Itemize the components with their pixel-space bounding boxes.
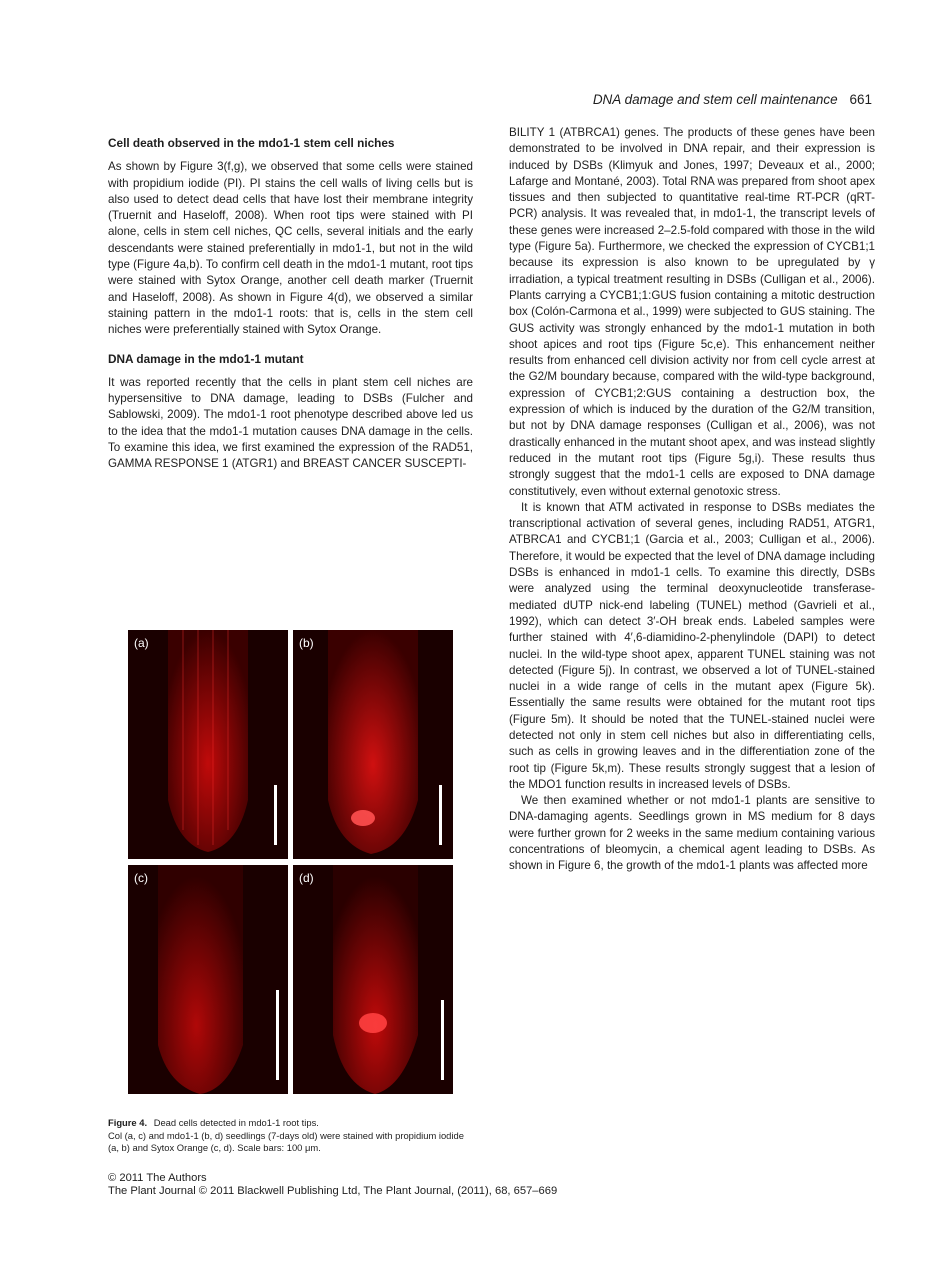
page-footer — [108, 1172, 557, 1198]
panel-label-d: (d) — [299, 871, 314, 885]
micrograph-panel-d — [293, 865, 453, 1094]
paragraph-tunel: It is known that ATM activated in response to DSBs mediates the transcriptional activation of several genes, including RAD51, ATGR1, ATBRCA1 and CYCB1;1 (Garcia et al., 2003; Culligan et al., 2006). Therefore, it would be expected that the level of DNA damage including DSBs is enhanced in mdo1-1 cells. To examine this directly, DSBs were analyzed using the terminal deoxynucleotide transferase-mediated dUTP nick-end labeling (TUNEL) method (Gavrieli et al., 1992), which can detect 3′-OH break ends. Labeled samples were further stained with 4′,6-diamidino-2-phenylindole (DAPI) to detect nuclei. In the wild-type shoot apex, apparent TUNEL staining was not detected (Figure 5j). In contrast, we observed a lot of TUNEL-stained nuclei in a wide range of cells in the mutant apex (Figure 5k). Essentially the same results were obtained for the mutant root tips (Figure 5m). It should be noted that the TUNEL-stained nuclei were detected not only in stem cell niches but also in differentiating cells, such as cells in growing leaves and in the differentiation zone of the root tip (Figure 5k,m). These results strongly suggest that a lesion of the MDO1 function results in increased levels of DSBs. — [509, 500, 875, 791]
root-tip-image-a — [128, 630, 288, 859]
scale-bar-b — [439, 785, 442, 845]
paragraph-dna-damage: It was reported recently that the cells in plant stem cell niches are hypersensitive to DNA damage, leading to DSBs (Fulcher and Sablowski, 2009). The mdo1-1 root phenotype described above led us to the idea that the mdo1-1 mutation causes DNA damage in the cells. To examine this idea, we first examined the expression of the RAD51, GAMMA RESPONSE 1 (ATGR1) and BREAST CANCER SUSCEPTI- — [108, 375, 473, 471]
micrograph-panel-b — [293, 630, 453, 859]
right-column — [509, 125, 875, 875]
root-tip-image-c — [128, 865, 288, 1094]
paragraph-cell-death: As shown by Figure 3(f,g), we observed that some cells were stained with propidium iodide (PI). PI stains the cell walls of living cells but is also used to detect dead cells that have lost their membrane integrity (Truernit and Haseloff, 2008). When root tips were stained with PI alone, cells in stem cell niches, QC cells, several initials and the early descendants were stained preferentially in mdo1-1, but not in the wild type (Figure 4a,b). To confirm cell death in the mdo1-1 mutant, root tips were stained with Sytox Orange, another cell death marker (Truernit and Haseloff, 2008). As shown in Figure 4(d), we observed a similar staining pattern in the mdo1-1 roots: that is, cells in the stem cell niches were preferentially stained with Sytox Orange. — [108, 160, 473, 337]
root-tip-image-d — [293, 865, 453, 1094]
copyright-line: © 2011 The Authors — [108, 1172, 207, 1184]
figure-4 — [128, 630, 453, 1098]
paragraph-bleomycin: We then examined whether or not mdo1-1 plants are sensitive to DNA-damaging agents. Seedlings grown in MS medium for 8 days were further grown for 2 weeks in the same medium containing various concentrations of bleomycin, a chemical agent leading to DSBs. As shown in Figure 6, the growth of the mdo1-1 plants was affected more — [509, 794, 875, 873]
caption-line-2: Col (a, c) and mdo1-1 (b, d) seedlings (7-days old) were stained with propidium iodide (a, b) and Sytox Orange (c, d). Scale bars: 100 μm. — [108, 1129, 464, 1153]
caption-line-1: Dead cells detected in mdo1-1 root tips. — [153, 1117, 319, 1128]
caption-title: Figure 4. — [108, 1117, 148, 1128]
section-title-dna-damage: DNA damage in the mdo1-1 mutant — [108, 351, 304, 366]
micrograph-panel-c — [128, 865, 288, 1094]
left-column — [108, 125, 473, 473]
root-tip-image-b — [293, 630, 453, 859]
section-title-cell-death: Cell death observed in the mdo1-1 stem cell niches — [108, 136, 395, 150]
scale-bar-c — [276, 990, 279, 1080]
scale-bar-a — [274, 785, 277, 845]
running-head-title: DNA damage and stem cell maintenance — [592, 92, 838, 107]
paragraph-gene-expression: BILITY 1 (ATBRCA1) genes. The products of these genes have been demonstrated to be involved in DNA repair, and their expression is induced by DSBs (Klimyuk and Jones, 1997; Deveaux et al., 2000; Lafarge and Montané, 2003). Total RNA was prepared from shoot apex tissues and then subjected to quantitative real-time RT-PCR (qRT-PCR) analysis. It was revealed that, in mdo1-1, the transcript levels of these genes were increased 2–2.5-fold compared with those in the wild type (Figure 5a). Furthermore, we checked the expression of CYCB1;1 because its expression is also known to be upregulated by γ irradiation, a typical treatment resulting in DSBs (Culligan et al., 2006). Plants carrying a CYCB1;1:GUS fusion containing a mitotic destruction box (Colón-Carmona et al., 1999) were subjected to GUS staining. The GUS activity was strongly enhanced by the mdo1-1 mutation in both shoot apices and root tips (Figure 5c,e). This enhancement neither results from enhanced cell division activity nor from cell cycle arrest at the G2/M boundary because, compared with the wild-type background, expression of CYCB1;2:GUS containing a destruction box, the expression of which is induced by the duration of the G2/M transition, but not by DNA damage responses (Culligan et al., 2006), was not drastically enhanced in the mutant shoot apex, and was instead slightly reduced in the mutant root tips (Figure 5g,i). These results thus strongly suggest that the mdo1-1 cells are exposed to DNA damage constitutively, even without external genotoxic stress. — [509, 126, 875, 498]
scale-bar-d — [441, 1000, 444, 1080]
page-number: 661 — [849, 92, 872, 107]
figure-caption — [108, 1117, 473, 1155]
panel-label-b: (b) — [299, 636, 314, 650]
panel-label-a: (a) — [134, 636, 149, 650]
micrograph-panel-a — [128, 630, 288, 859]
panel-label-c: (c) — [134, 871, 148, 885]
running-head — [593, 92, 872, 107]
journal-line: The Plant Journal © 2011 Blackwell Publishing Ltd, The Plant Journal, (2011), 68, 657–669 — [108, 1185, 558, 1197]
